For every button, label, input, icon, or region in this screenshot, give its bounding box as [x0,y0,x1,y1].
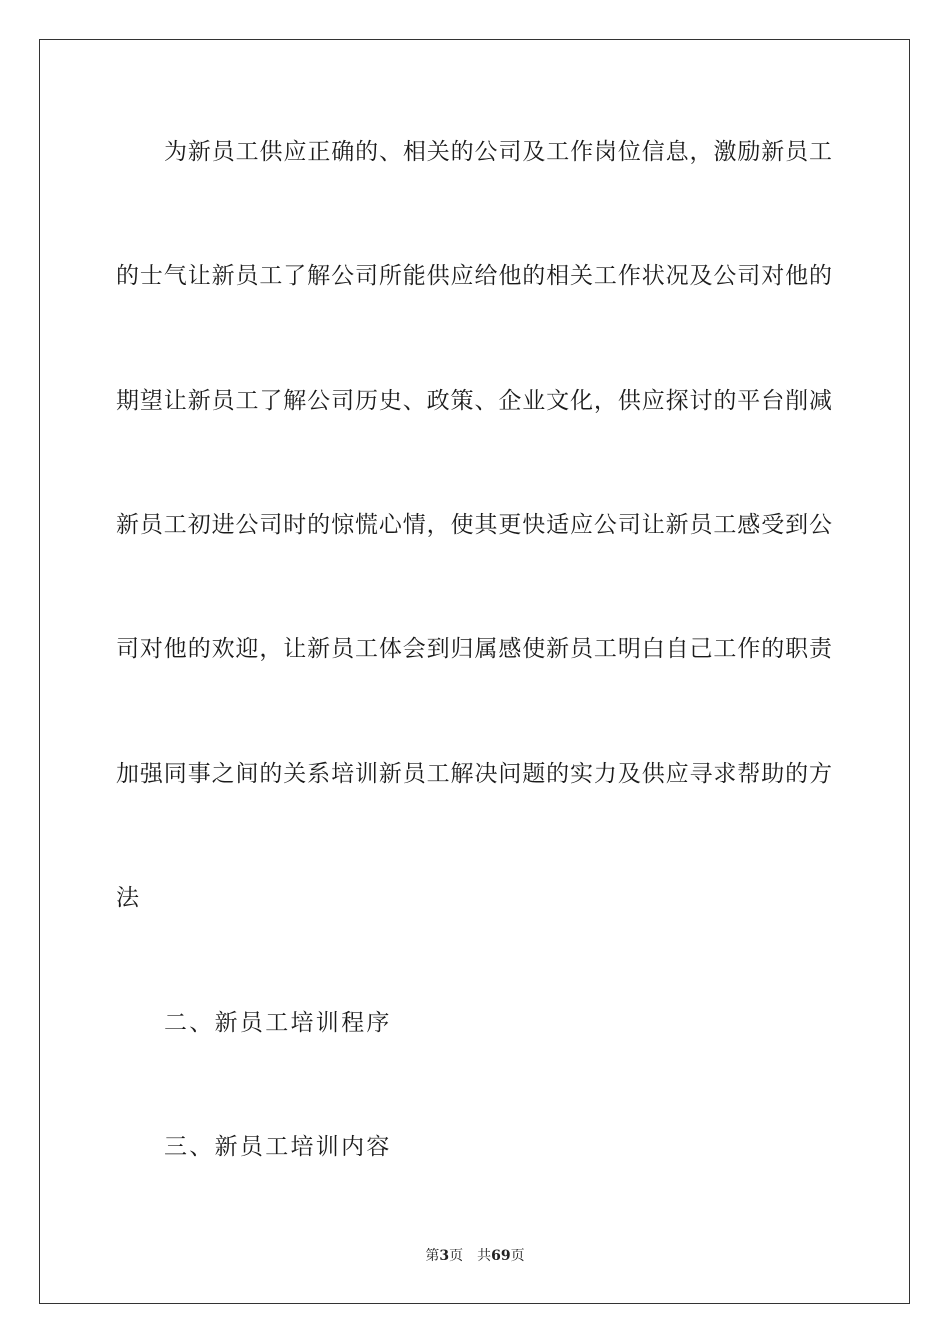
page-footer [0,1246,950,1266]
body-text-line: 的士气让新员工了解公司所能供应给他的相关工作状况及公司对他的 [116,263,832,289]
section-heading: 二、新员工培训程序 [164,1010,392,1036]
page-border [39,39,910,1304]
footer-page-number: 3 [439,1248,450,1264]
footer-total-pages: 69 [491,1248,511,1264]
footer-page-suffix: 页 [449,1248,464,1264]
footer-total-prefix: 共 [477,1248,492,1264]
body-text-line: 加强同事之间的关系培训新员工解决问题的实力及供应寻求帮助的方 [116,761,832,787]
footer-total-suffix: 页 [510,1248,525,1264]
section-heading: 三、新员工培训内容 [164,1134,392,1160]
body-text-line-last: 法 [116,885,142,911]
body-text-line: 司对他的欢迎，让新员工体会到归属感使新员工明白自己工作的职责 [116,636,832,662]
body-text-line: 新员工初进公司时的惊慌心情，使其更快适应公司让新员工感受到公 [116,512,832,538]
footer-page-prefix: 第 [425,1248,440,1264]
body-text-line: 期望让新员工了解公司历史、政策、企业文化，供应探讨的平台削减 [116,388,832,414]
body-text-line: 为新员工供应正确的、相关的公司及工作岗位信息，激励新员工 [164,139,832,165]
